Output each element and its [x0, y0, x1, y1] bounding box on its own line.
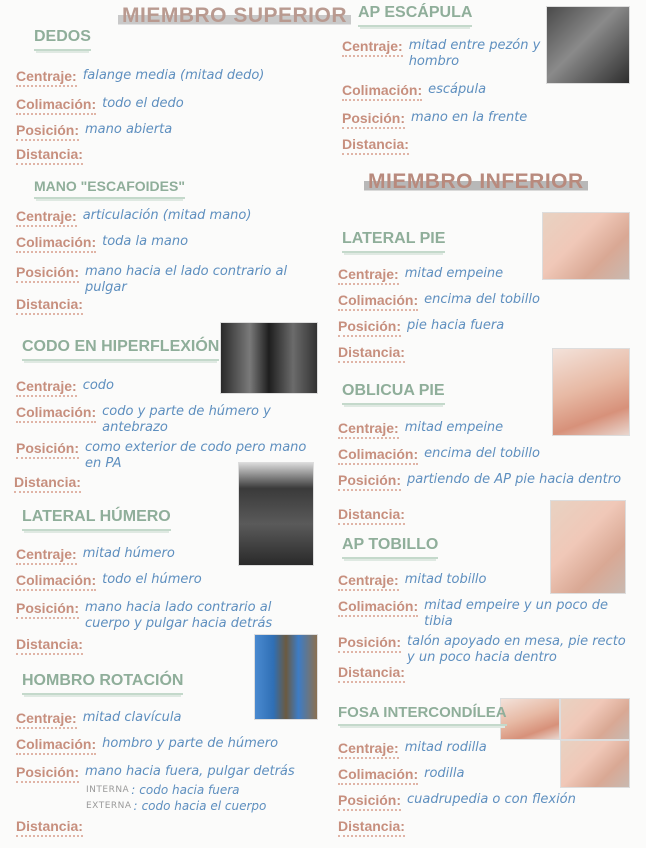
- centraje-value: mitad entre pezón y hombro: [408, 38, 541, 69]
- oblpie-centraje-row: [338, 420, 503, 439]
- section-title-mano-escafoides: MANO "ESCAFOIDES": [34, 178, 185, 199]
- fosa-image-3: [560, 740, 630, 788]
- tobillo-distancia-row: [338, 664, 411, 683]
- colimacion-value: codo y parte de húmero y antebrazo: [102, 404, 271, 435]
- posicion-label: Posición:: [342, 110, 405, 129]
- interna-prefix: :: [131, 783, 136, 797]
- humero-centraje-row: [16, 546, 175, 565]
- posicion-value: cuadrupedia o con flexión: [407, 792, 576, 807]
- section-title-dedos: DEDOS: [34, 28, 91, 51]
- miembro-superior-title: MIEMBRO SUPERIOR: [118, 4, 351, 28]
- posicion-label: Posición:: [16, 600, 79, 619]
- colimacion-value: toda la mano: [102, 234, 189, 249]
- colimacion-label: Colimación:: [16, 234, 96, 253]
- interna-value: codo hacia fuera: [139, 783, 240, 797]
- externa-label: EXTERNA: [86, 801, 132, 811]
- posicion-value: como exterior de codo pero mano en PA: [85, 440, 307, 471]
- dedos-distancia-row: [16, 146, 89, 165]
- centraje-value: mitad húmero: [82, 546, 175, 561]
- hombro-distancia-row: [16, 818, 89, 837]
- section-title-ap-tobillo: AP TOBILLO: [342, 536, 438, 559]
- latpie-distancia-row: [338, 344, 411, 363]
- section-title-oblicua-pie: OBLICUA PIE: [342, 382, 445, 405]
- fosa-posicion-row: [338, 792, 576, 811]
- oblicua-pie-image: [552, 348, 630, 436]
- colimacion-value: encima del tobillo: [424, 446, 540, 461]
- escapula-image: [546, 6, 630, 84]
- fosa-distancia-row: [338, 818, 411, 837]
- centraje-value: mitad empeine: [404, 266, 504, 281]
- fosa-image-1: [500, 698, 560, 740]
- posicion-label: Posición:: [16, 764, 79, 783]
- posicion-label: Posición:: [338, 318, 401, 337]
- escapula-centraje-row: [342, 38, 542, 70]
- distancia-label: Distancia:: [16, 818, 83, 837]
- hombro-externa-row: [86, 798, 266, 814]
- tobillo-colimacion-row: [338, 598, 608, 630]
- centraje-value: mitad tobillo: [404, 572, 487, 587]
- interna-label: INTERNA: [86, 785, 130, 795]
- externa-prefix: :: [133, 799, 138, 813]
- dedos-posicion-row: [16, 122, 172, 141]
- codo-colimacion-row: [16, 404, 306, 436]
- distancia-label: Distancia:: [342, 136, 409, 155]
- externa-value: codo hacia el cuerpo: [141, 799, 267, 813]
- latpie-posicion-row: [338, 318, 504, 337]
- posicion-label: Posición:: [16, 440, 79, 459]
- section-title-lateral-pie: LATERAL PIE: [342, 230, 445, 253]
- colimacion-label: Colimación:: [342, 82, 422, 101]
- section-title-fosa-intercondilea: FOSA INTERCONDÍLEA: [338, 704, 507, 726]
- oblpie-posicion-row: [338, 472, 628, 491]
- mano-distancia-row: [16, 296, 89, 315]
- centraje-value: mitad empeine: [404, 420, 504, 435]
- colimacion-label: Colimación:: [338, 766, 418, 785]
- centraje-label: Centraje:: [338, 266, 399, 285]
- humero-distancia-row: [16, 636, 89, 655]
- colimacion-value: rodilla: [424, 766, 465, 781]
- centraje-value: articulación (mitad mano): [82, 208, 252, 223]
- posicion-value: pie hacia fuera: [407, 318, 505, 333]
- fosa-colimacion-row: [338, 766, 464, 785]
- colimacion-label: Colimación:: [338, 446, 418, 465]
- posicion-label: Posición:: [16, 122, 79, 141]
- tobillo-centraje-row: [338, 572, 487, 591]
- centraje-label: Centraje:: [338, 740, 399, 759]
- humero-colimacion-row: [16, 572, 202, 591]
- hombro-colimacion-row: [16, 736, 278, 755]
- posicion-value: mano hacia fuera, pulgar detrás: [85, 764, 295, 779]
- centraje-label: Centraje:: [16, 208, 77, 227]
- posicion-value: mano hacia lado contrario al cuerpo y pulgar hacia detrás: [85, 600, 273, 631]
- posicion-value: mano hacia el lado contrario al pulgar: [85, 264, 288, 295]
- centraje-label: Centraje:: [338, 420, 399, 439]
- colimacion-label: Colimación:: [16, 572, 96, 591]
- centraje-label: Centraje:: [16, 378, 77, 397]
- mano-colimacion-row: [16, 234, 188, 253]
- humero-device-image: [238, 462, 314, 566]
- section-title-codo: CODO EN HIPERFLEXIÓN: [22, 338, 219, 361]
- posicion-value: mano abierta: [85, 122, 173, 137]
- latpie-centraje-row: [338, 266, 503, 285]
- humero-posicion-row: [16, 600, 318, 632]
- hombro-interna-row: [86, 782, 240, 798]
- centraje-label: Centraje:: [338, 572, 399, 591]
- hombro-centraje-row: [16, 710, 181, 729]
- centraje-label: Centraje:: [342, 38, 403, 57]
- escapula-distancia-row: [342, 136, 415, 155]
- section-title-hombro-rotacion: HOMBRO ROTACIÓN: [22, 672, 183, 695]
- codo-xray-image: [220, 322, 318, 394]
- oblpie-distancia-row: [338, 506, 411, 525]
- centraje-label: Centraje:: [16, 546, 77, 565]
- ap-tobillo-image: [550, 500, 626, 594]
- posicion-label: Posición:: [338, 792, 401, 811]
- tobillo-posicion-row: [338, 634, 632, 666]
- posicion-value: partiendo de AP pie hacia dentro: [407, 472, 622, 487]
- distancia-label: Distancia:: [338, 506, 405, 525]
- distancia-label: Distancia:: [338, 818, 405, 837]
- centraje-value: mitad clavícula: [82, 710, 182, 725]
- hombro-posicion-row: [16, 764, 295, 783]
- colimacion-label: Colimación:: [16, 736, 96, 755]
- posicion-label: Posición:: [338, 634, 401, 653]
- distancia-label: Distancia:: [338, 344, 405, 363]
- colimacion-label: Colimación:: [338, 598, 418, 617]
- mano-centraje-row: [16, 208, 251, 227]
- codo-distancia-row: [14, 474, 87, 493]
- mano-posicion-row: [16, 264, 316, 296]
- section-title-lateral-humero: LATERAL HÚMERO: [22, 508, 171, 531]
- latpie-colimacion-row: [338, 292, 540, 311]
- centraje-value: falange media (mitad dedo): [82, 68, 265, 83]
- distancia-label: Distancia:: [16, 636, 83, 655]
- posicion-label: Posición:: [16, 264, 79, 283]
- distancia-label: Distancia:: [16, 296, 83, 315]
- colimacion-value: todo el húmero: [102, 572, 202, 587]
- dedos-colimacion-row: [16, 96, 184, 115]
- fosa-image-2: [560, 698, 630, 740]
- colimacion-value: encima del tobillo: [424, 292, 540, 307]
- escapula-posicion-row: [342, 110, 527, 129]
- colimacion-label: Colimación:: [338, 292, 418, 311]
- oblpie-colimacion-row: [338, 446, 540, 465]
- centraje-value: codo: [82, 378, 114, 393]
- distancia-label: Distancia:: [338, 664, 405, 683]
- colimacion-value: mitad empeire y un poco de tibia: [424, 598, 608, 629]
- colimacion-value: hombro y parte de húmero: [102, 736, 279, 751]
- colimacion-value: escápula: [428, 82, 487, 97]
- colimacion-label: Colimación:: [16, 96, 96, 115]
- posicion-value: mano en la frente: [411, 110, 528, 125]
- centraje-label: Centraje:: [16, 710, 77, 729]
- fosa-centraje-row: [338, 740, 487, 759]
- codo-centraje-row: [16, 378, 114, 397]
- centraje-label: Centraje:: [16, 68, 77, 87]
- section-title-ap-escapula: AP ESCÁPULA: [358, 4, 472, 27]
- posicion-label: Posición:: [338, 472, 401, 491]
- dedos-centraje-row: [16, 68, 264, 87]
- miembro-inferior-title: MIEMBRO INFERIOR: [364, 170, 588, 194]
- distancia-label: Distancia:: [14, 474, 81, 493]
- colimacion-value: todo el dedo: [102, 96, 184, 111]
- centraje-value: mitad rodilla: [404, 740, 487, 755]
- colimacion-label: Colimación:: [16, 404, 96, 423]
- distancia-label: Distancia:: [16, 146, 83, 165]
- escapula-colimacion-row: [342, 82, 486, 101]
- hombro-image: [254, 634, 318, 720]
- posicion-value: talón apoyado en mesa, pie recto y un poco hacia dentro: [407, 634, 626, 665]
- lateral-pie-image: [542, 212, 630, 280]
